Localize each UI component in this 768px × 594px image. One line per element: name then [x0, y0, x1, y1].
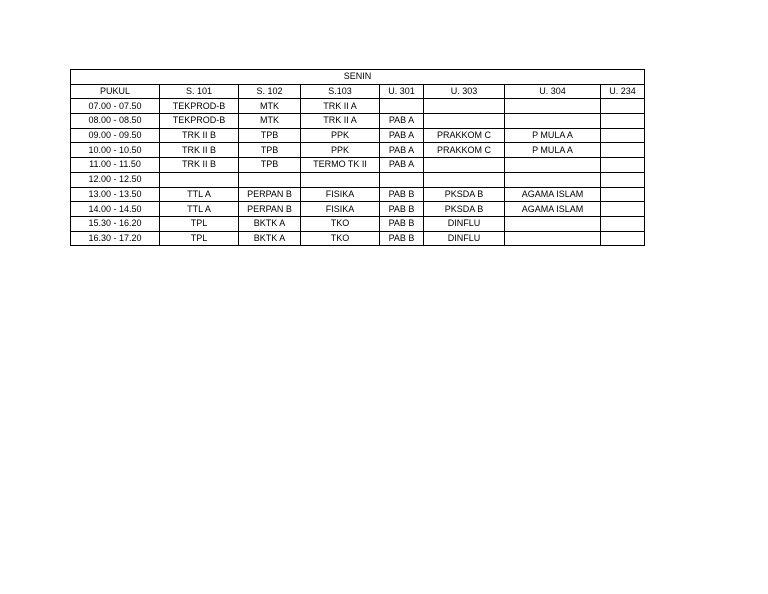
table-cell: TPL — [160, 216, 239, 231]
table-cell: TPL — [160, 231, 239, 246]
table-cell: FISIKA — [301, 202, 380, 217]
table-cell — [505, 114, 601, 129]
table-cell — [601, 128, 645, 143]
table-row — [71, 143, 645, 158]
table-cell: BKTK A — [239, 216, 301, 231]
table-cell: PAB A — [380, 128, 424, 143]
table-cell — [380, 172, 424, 187]
table-cell — [424, 172, 505, 187]
table-cell: PAB A — [380, 158, 424, 173]
table-cell: PAB B — [380, 216, 424, 231]
table-cell: BKTK A — [239, 231, 301, 246]
table-cell: TTL A — [160, 202, 239, 217]
table-cell — [601, 99, 645, 114]
table-cell — [505, 158, 601, 173]
table-row — [71, 158, 645, 173]
table-cell — [239, 172, 301, 187]
table-cell: TRK II B — [160, 128, 239, 143]
table-cell — [601, 187, 645, 202]
time-cell: 10.00 - 10.50 — [71, 143, 160, 158]
table-cell — [301, 172, 380, 187]
table-cell — [601, 143, 645, 158]
table-cell: TPB — [239, 143, 301, 158]
table-cell: PKSDA B — [424, 187, 505, 202]
table-cell: FISIKA — [301, 187, 380, 202]
table-cell: DINFLU — [424, 216, 505, 231]
table-cell — [601, 216, 645, 231]
table-cell: DINFLU — [424, 231, 505, 246]
table-cell: PPK — [301, 128, 380, 143]
table-cell: PAB B — [380, 231, 424, 246]
header-cell: PUKUL — [71, 84, 160, 99]
time-cell: 08.00 - 08.50 — [71, 114, 160, 129]
table-cell: PAB A — [380, 143, 424, 158]
table-cell: P MULA A — [505, 128, 601, 143]
table-cell: TEKPROD-B — [160, 114, 239, 129]
time-cell: 15.30 - 16.20 — [71, 216, 160, 231]
table-cell — [424, 114, 505, 129]
schedule-table — [70, 69, 645, 246]
table-row — [71, 202, 645, 217]
day-title: SENIN — [71, 70, 645, 85]
table-cell: MTK — [239, 114, 301, 129]
table-cell: TTL A — [160, 187, 239, 202]
table-cell: TPB — [239, 128, 301, 143]
time-cell: 13.00 - 13.50 — [71, 187, 160, 202]
table-cell: PAB B — [380, 187, 424, 202]
table-cell — [601, 231, 645, 246]
table-row — [71, 216, 645, 231]
table-cell: TKO — [301, 231, 380, 246]
table-cell — [601, 158, 645, 173]
table-cell — [505, 172, 601, 187]
table-cell — [160, 172, 239, 187]
table-cell: PERPAN B — [239, 187, 301, 202]
table-cell — [601, 114, 645, 129]
time-cell: 16.30 - 17.20 — [71, 231, 160, 246]
table-cell: PKSDA B — [424, 202, 505, 217]
table-cell: TRK II B — [160, 158, 239, 173]
day-header-row — [71, 70, 645, 85]
table-row — [71, 187, 645, 202]
table-cell — [601, 172, 645, 187]
table-row — [71, 99, 645, 114]
table-cell: PRAKKOM C — [424, 143, 505, 158]
table-cell: TEKPROD-B — [160, 99, 239, 114]
table-cell: PAB B — [380, 202, 424, 217]
table-cell: AGAMA ISLAM — [505, 187, 601, 202]
table-cell: TKO — [301, 216, 380, 231]
table-cell — [505, 231, 601, 246]
table-cell: TPB — [239, 158, 301, 173]
table-cell: P MULA A — [505, 143, 601, 158]
table-row — [71, 231, 645, 246]
header-cell: U. 234 — [601, 84, 645, 99]
table-cell: PAB A — [380, 114, 424, 129]
table-cell — [424, 99, 505, 114]
table-row — [71, 172, 645, 187]
time-cell: 11.00 - 11.50 — [71, 158, 160, 173]
header-cell: U. 303 — [424, 84, 505, 99]
table-cell: AGAMA ISLAM — [505, 202, 601, 217]
header-cell: S.103 — [301, 84, 380, 99]
table-cell: TERMO TK II — [301, 158, 380, 173]
table-cell: TRK II A — [301, 99, 380, 114]
table-cell: TRK II B — [160, 143, 239, 158]
table-cell — [601, 202, 645, 217]
time-cell: 07.00 - 07.50 — [71, 99, 160, 114]
header-cell: U. 301 — [380, 84, 424, 99]
table-cell: PPK — [301, 143, 380, 158]
table-cell — [505, 216, 601, 231]
time-cell: 14.00 - 14.50 — [71, 202, 160, 217]
table-cell: PRAKKOM C — [424, 128, 505, 143]
header-cell: S. 102 — [239, 84, 301, 99]
header-cell: S. 101 — [160, 84, 239, 99]
table-row — [71, 114, 645, 129]
table-cell — [424, 158, 505, 173]
table-cell: PERPAN B — [239, 202, 301, 217]
time-cell: 12.00 - 12.50 — [71, 172, 160, 187]
table-cell — [380, 99, 424, 114]
column-header-row — [71, 84, 645, 99]
time-cell: 09.00 - 09.50 — [71, 128, 160, 143]
table-cell: MTK — [239, 99, 301, 114]
header-cell: U. 304 — [505, 84, 601, 99]
table-cell — [505, 99, 601, 114]
table-row — [71, 128, 645, 143]
table-cell: TRK II A — [301, 114, 380, 129]
